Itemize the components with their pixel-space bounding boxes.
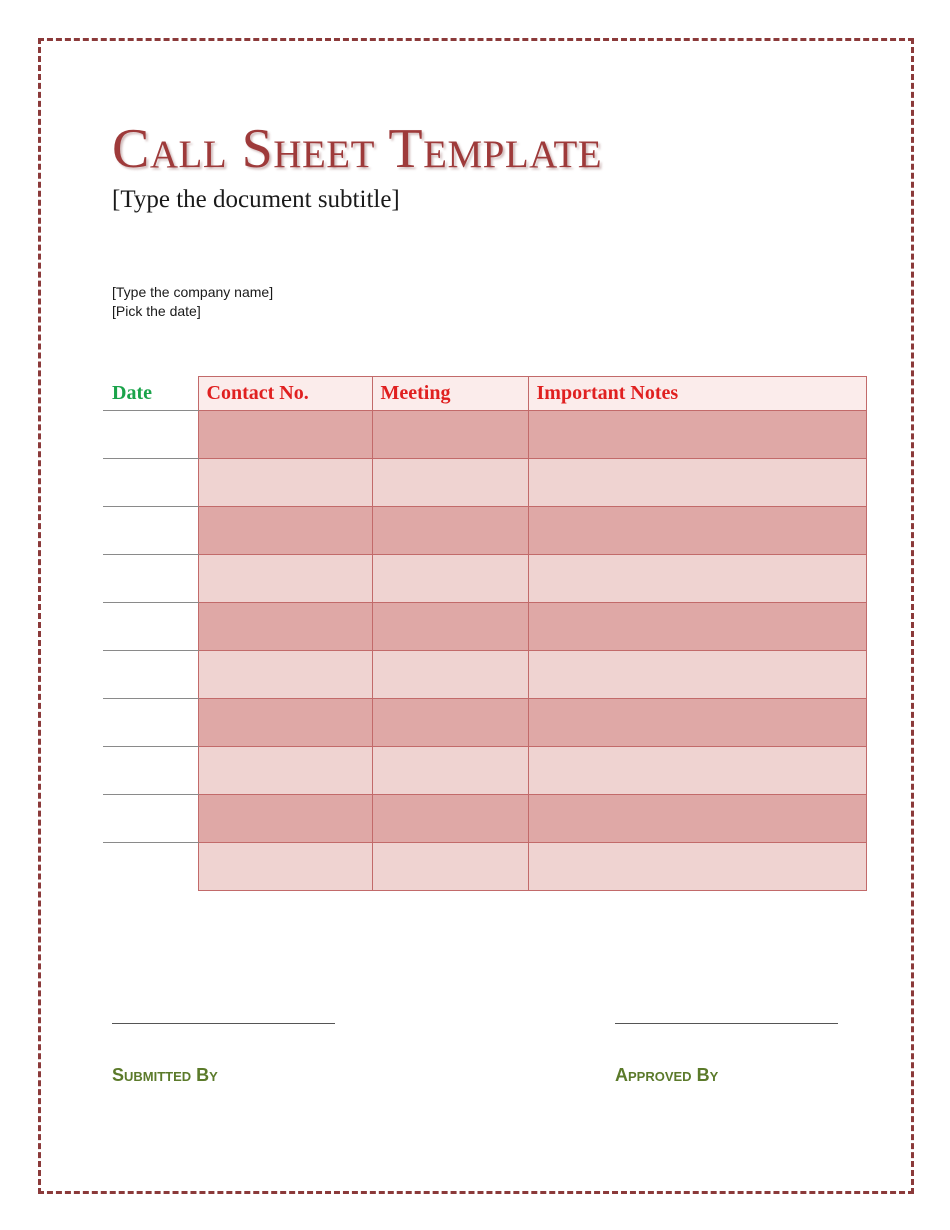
meeting-cell[interactable] [372, 651, 528, 699]
notes-cell[interactable] [528, 795, 866, 843]
date-cell[interactable] [103, 699, 198, 747]
submitted-by-label: Submitted By [112, 1065, 218, 1085]
meeting-cell[interactable] [372, 459, 528, 507]
notes-cell[interactable] [528, 843, 866, 891]
header-meeting: Meeting [372, 377, 528, 411]
meeting-cell[interactable] [372, 411, 528, 459]
meeting-cell[interactable] [372, 507, 528, 555]
table-row [103, 555, 866, 603]
meeting-cell[interactable] [372, 747, 528, 795]
meeting-cell[interactable] [372, 795, 528, 843]
notes-cell[interactable] [528, 747, 866, 795]
table-row [103, 843, 866, 891]
contact-cell[interactable] [198, 555, 372, 603]
date-cell[interactable] [103, 555, 198, 603]
date-picker-field[interactable]: [Pick the date] [112, 303, 201, 319]
notes-cell[interactable] [528, 555, 866, 603]
notes-cell[interactable] [528, 699, 866, 747]
call-sheet-table [103, 376, 867, 891]
contact-cell[interactable] [198, 411, 372, 459]
date-cell[interactable] [103, 459, 198, 507]
table-row [103, 651, 866, 699]
contact-cell[interactable] [198, 603, 372, 651]
date-cell[interactable] [103, 795, 198, 843]
contact-cell[interactable] [198, 699, 372, 747]
table-row [103, 459, 866, 507]
table-row [103, 603, 866, 651]
contact-cell[interactable] [198, 795, 372, 843]
submitted-by-signature-line[interactable] [112, 1023, 335, 1024]
date-cell[interactable] [103, 507, 198, 555]
table-header-row [103, 377, 866, 411]
header-important-notes: Important Notes [528, 377, 866, 411]
table-row [103, 747, 866, 795]
table-row [103, 507, 866, 555]
date-cell[interactable] [103, 843, 198, 891]
meeting-cell[interactable] [372, 843, 528, 891]
header-contact-no: Contact No. [198, 377, 372, 411]
approved-by-label: Approved By [615, 1065, 719, 1085]
notes-cell[interactable] [528, 459, 866, 507]
notes-cell[interactable] [528, 651, 866, 699]
contact-cell[interactable] [198, 747, 372, 795]
approved-by-signature-line[interactable] [615, 1023, 838, 1024]
meeting-cell[interactable] [372, 699, 528, 747]
notes-cell[interactable] [528, 411, 866, 459]
page-title: Call Sheet Template [112, 118, 603, 180]
contact-cell[interactable] [198, 651, 372, 699]
date-cell[interactable] [103, 747, 198, 795]
table-row [103, 795, 866, 843]
notes-cell[interactable] [528, 507, 866, 555]
table-body [103, 411, 866, 891]
date-cell[interactable] [103, 411, 198, 459]
company-name-field[interactable]: [Type the company name] [112, 284, 274, 300]
table-row [103, 411, 866, 459]
meeting-cell[interactable] [372, 555, 528, 603]
date-cell[interactable] [103, 651, 198, 699]
contact-cell[interactable] [198, 459, 372, 507]
document-subtitle-field[interactable]: [Type the document subtitle] [112, 186, 400, 213]
notes-cell[interactable] [528, 603, 866, 651]
contact-cell[interactable] [198, 843, 372, 891]
contact-cell[interactable] [198, 507, 372, 555]
table-row [103, 699, 866, 747]
header-date: Date [103, 377, 198, 411]
date-cell[interactable] [103, 603, 198, 651]
meeting-cell[interactable] [372, 603, 528, 651]
